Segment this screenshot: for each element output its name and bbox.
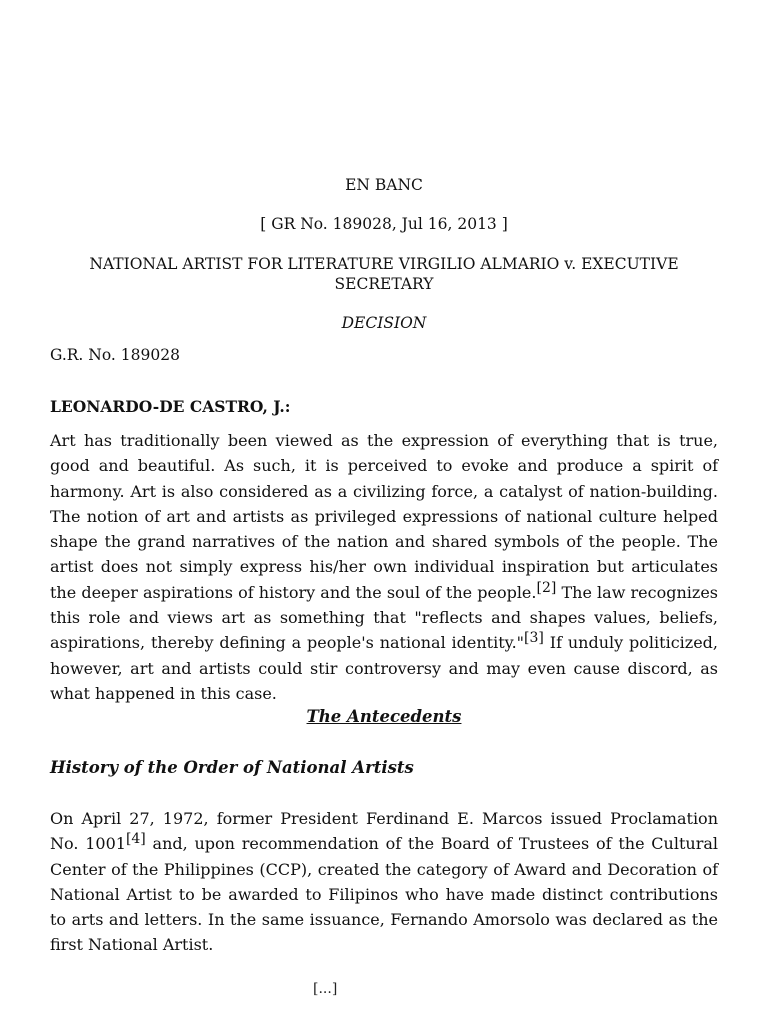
subsection-heading: History of the Order of National Artists [50, 758, 414, 777]
history-paragraph [50, 806, 718, 958]
opening-paragraph [50, 428, 718, 706]
gr-number: G.R. No. 189028 [50, 346, 180, 364]
para1-text-b: The law recognizes this role and views art as something that "reflects and shapes values, beliefs, aspirations, thereby defining a people's national identity." [50, 582, 718, 653]
section-heading: The Antecedents [306, 707, 462, 726]
para1-text-a: Art has traditionally been viewed as the expression of everything that is true, good and beautiful. As such, it is perceived to evoke and produce a spirit of harmony. Art is also considered as a civilizing force, a catalyst of nation-building. The notion of art and artists as privileged expressions of national culture helped shape the grand narratives of the nation and shared symbols of the people. The artist does not simply express his/her own individual inspiration but articulates the deeper aspirations of history and the soul of the people. [50, 431, 718, 602]
para2-text-b: and, upon recommendation of the Board of Trustees of the Cultural Center of the Philippines (CCP), created the category of Award and Decoration of National Artist to be awarded to Filipinos who have made distinct contributions to arts and letters. In the same issuance, Fernando Amorsolo was declared as the first National Artist. [50, 834, 719, 955]
para1-text-c: If unduly politicized, however, art and artists could stir controversy and may even cause discord, as what happened in this case. [50, 633, 718, 703]
court-division: EN BANC [345, 176, 423, 194]
footnote-2-link[interactable]: [2] [536, 579, 557, 596]
case-reference: [ GR No. 189028, Jul 16, 2013 ] [260, 215, 508, 233]
case-parties: NATIONAL ARTIST FOR LITERATURE VIRGILIO ALMARIO v. EXECUTIVE SECRETARY [89, 255, 679, 293]
footnote-4-link[interactable]: [4] [125, 831, 146, 848]
para2-text-a: On April 27, 1972, former President Ferdinand E. Marcos issued Proclamation No. 1001 [50, 809, 718, 854]
page-continuation-marker: [...] [313, 981, 338, 997]
footnote-3-link[interactable]: [3] [524, 630, 544, 647]
ponente: LEONARDO-DE CASTRO, J.: [50, 397, 291, 416]
document-type: DECISION [341, 314, 427, 332]
